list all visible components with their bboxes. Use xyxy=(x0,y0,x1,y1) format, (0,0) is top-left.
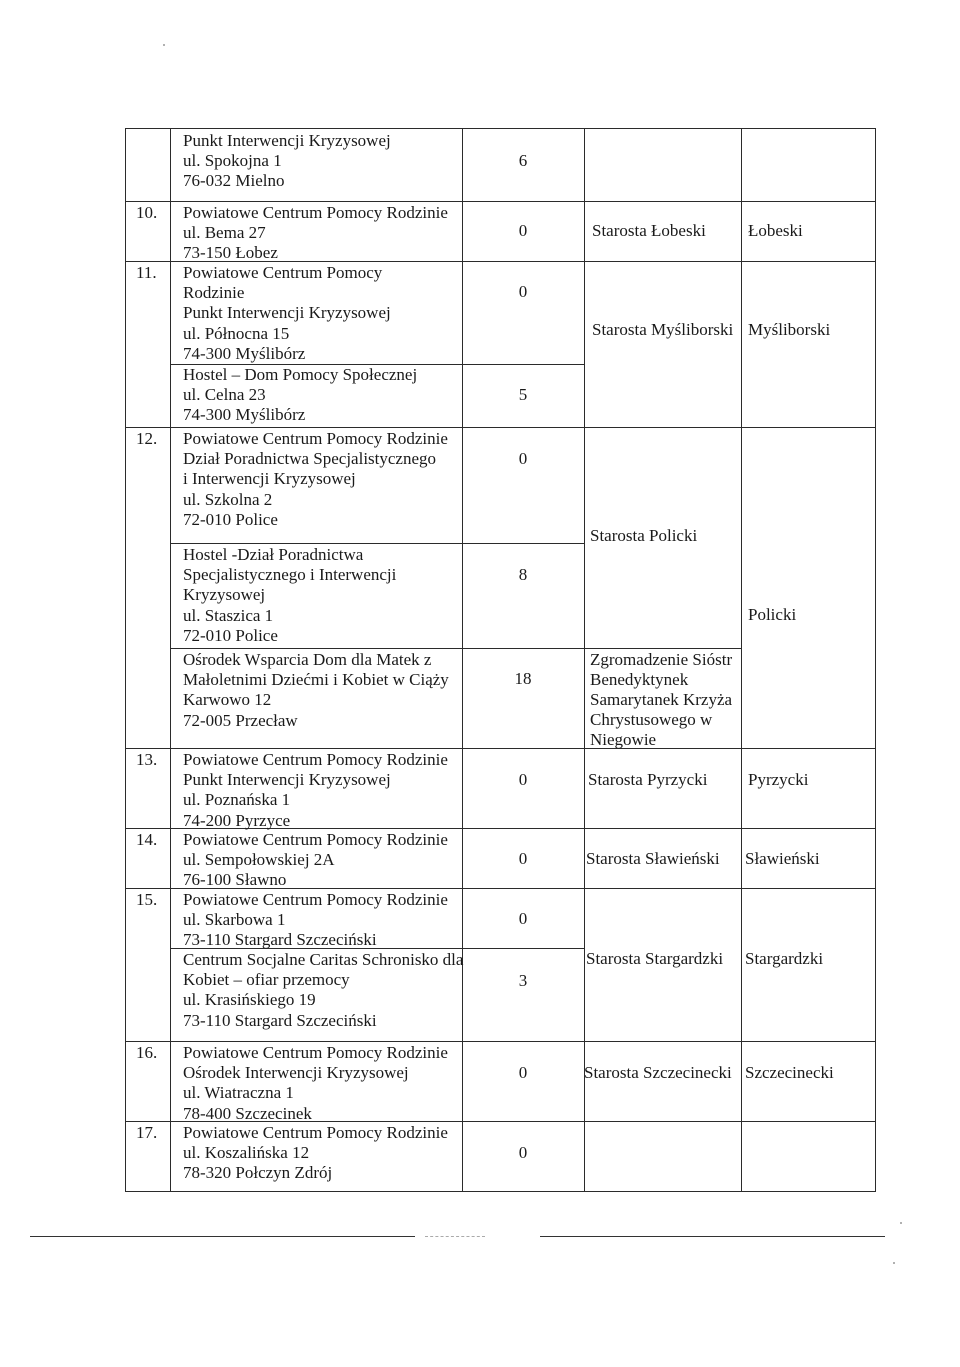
column-divider xyxy=(170,129,171,1191)
governing-body: Starosta Pyrzycki xyxy=(588,770,708,789)
places-count: 6 xyxy=(518,151,528,170)
places-count: 0 xyxy=(518,770,528,789)
places-count: 0 xyxy=(518,909,528,928)
column-divider xyxy=(462,129,463,1191)
facility-cell: Powiatowe Centrum Pomocy Rodzinie Punkt Interwencji Kryzysowej ul. Poznańska 1 74-200 Pyrzyce xyxy=(183,750,448,830)
facility-cell: Punkt Interwencji Kryzysowej ul. Spokojna 1 76-032 Mielno xyxy=(183,131,391,191)
governing-body: Zgromadzenie Sióstr Benedyktynek Samarytanek Krzyża Chrystusowego w Niegowie xyxy=(590,650,733,749)
facility-cell: Hostel – Dom Pomocy Społecznej ul. Celna 23 74-300 Myślibórz xyxy=(183,365,418,425)
row-divider xyxy=(126,201,875,202)
powiat-name: Stargardzki xyxy=(745,949,824,968)
row-number: 17. xyxy=(136,1123,158,1142)
places-count: 0 xyxy=(518,1063,528,1082)
facility-cell: Powiatowe Centrum Pomocy Rodzinie Punkt Interwencji Kryzysowej ul. Północna 15 74-300 Myślibórz xyxy=(183,263,391,363)
facility-cell: Powiatowe Centrum Pomocy Rodzinie ul. Bema 27 73-150 Łobez xyxy=(183,203,448,263)
powiat-name: Sławieński xyxy=(745,849,820,868)
places-count: 0 xyxy=(518,1143,528,1162)
facility-cell: Powiatowe Centrum Pomocy Rodzinie ul. Koszalińska 12 78-320 Połczyn Zdrój xyxy=(183,1123,448,1183)
column-divider xyxy=(584,129,585,1191)
facility-cell: Powiatowe Centrum Pomocy Rodzinie Ośrodek Interwencji Kryzysowej ul. Wiatraczna 1 78-400 Szczecinek xyxy=(183,1043,448,1123)
footer-rule xyxy=(540,1236,885,1237)
row-number: 13. xyxy=(136,750,158,769)
governing-body: Starosta Łobeski xyxy=(592,221,706,240)
subrow-divider xyxy=(170,648,741,649)
row-number: 10. xyxy=(136,203,158,222)
powiat-name: Łobeski xyxy=(748,221,803,240)
places-count: 18 xyxy=(514,669,532,688)
places-count: 0 xyxy=(518,282,528,301)
facility-cell: Ośrodek Wsparcia Dom dla Matek z Małoletnimi Dziećmi i Kobiet w Ciąży Karwowo 12 72-005 Przecław xyxy=(183,650,449,730)
footer-rule xyxy=(30,1236,415,1237)
governing-body: Starosta Sławieński xyxy=(586,849,720,868)
scan-speck xyxy=(900,1222,902,1224)
row-number: 12. xyxy=(136,429,158,448)
places-count: 0 xyxy=(518,849,528,868)
scan-speck xyxy=(163,44,165,46)
column-divider xyxy=(741,129,742,1191)
facility-cell: Hostel -Dział Poradnictwa Specjalistycznego i Interwencji Kryzysowej ul. Staszica 1 72-010 Police xyxy=(183,545,397,645)
subrow-divider xyxy=(170,543,584,544)
facility-cell: Powiatowe Centrum Pomocy Rodzinie ul. Sempołowskiej 2A 76-100 Sławno xyxy=(183,830,448,890)
places-count: 8 xyxy=(518,565,528,584)
facility-cell: Powiatowe Centrum Pomocy Rodzinie Dział Poradnictwa Specjalistycznego i Interwencji Kryzysowej ul. Szkolna 2 72-010 Police xyxy=(183,429,448,529)
row-number: 14. xyxy=(136,830,158,849)
row-divider xyxy=(126,427,875,428)
powiat-name: Policki xyxy=(748,605,797,624)
row-number: 15. xyxy=(136,890,158,909)
row-number: 11. xyxy=(136,263,157,282)
powiat-name: Szczecinecki xyxy=(745,1063,834,1082)
facility-cell: Powiatowe Centrum Pomocy Rodzinie ul. Skarbowa 1 73-110 Stargard Szczeciński xyxy=(183,890,448,950)
row-divider xyxy=(126,748,875,749)
governing-body: Starosta Stargardzki xyxy=(586,949,724,968)
places-count: 0 xyxy=(518,449,528,468)
places-count: 0 xyxy=(518,221,528,240)
row-number: 16. xyxy=(136,1043,158,1062)
governing-body: Starosta Myśliborski xyxy=(592,320,734,339)
places-count: 3 xyxy=(518,971,528,990)
governing-body: Starosta Szczecinecki xyxy=(584,1063,732,1082)
facility-cell: Centrum Socjalne Caritas Schronisko dla Kobiet – ofiar przemocy ul. Krasińskiego 19 73-110 Stargard Szczeciński xyxy=(183,950,464,1030)
footer-rule xyxy=(425,1236,485,1237)
places-count: 5 xyxy=(518,385,528,404)
powiat-name: Myśliborski xyxy=(748,320,831,339)
scan-speck xyxy=(893,1262,895,1264)
governing-body: Starosta Policki xyxy=(590,526,698,545)
facilities-table xyxy=(125,128,876,1192)
powiat-name: Pyrzycki xyxy=(748,770,809,789)
row-divider xyxy=(126,1041,875,1042)
